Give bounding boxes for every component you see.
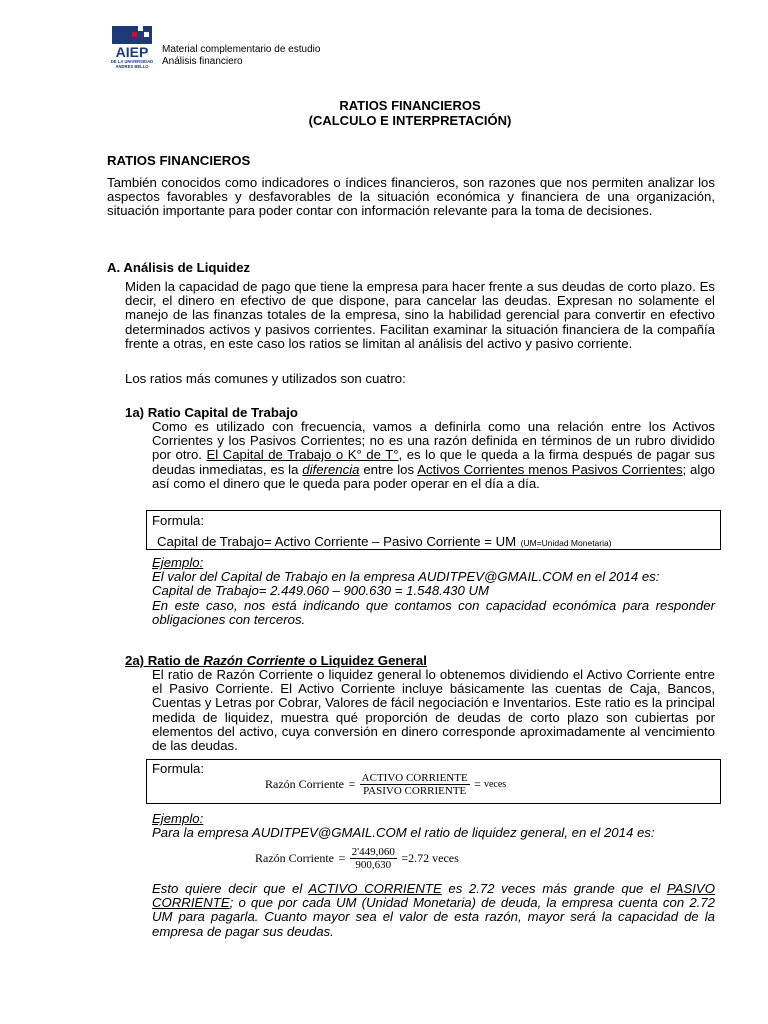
doc-subtitle: (CALCULO E INTERPRETACIÓN) bbox=[308, 113, 512, 128]
capital-trabajo-formula: Capital de Trabajo= Activo Corriente – Pasivo Corriente = UM (UM=Unidad Monetaria) bbox=[157, 534, 612, 549]
ratio-2-example bbox=[152, 812, 715, 840]
logo-subtext: DE LA UNIVERSIDAD ANDRES BELLO bbox=[110, 59, 154, 69]
ratio-1-heading: 1a) Ratio Capital de Trabajo bbox=[125, 405, 298, 420]
formula-note: (UM=Unidad Monetaria) bbox=[520, 538, 612, 548]
fraction: $\frac{2'449,060}{900,630}$ bbox=[351, 846, 395, 871]
example-line-1: Para la empresa AUDITPEV@GMAIL.COM el ratio de liquidez general, en el 2014 es: bbox=[152, 825, 655, 841]
part-a-heading: A. Análisis de Liquidez bbox=[107, 260, 251, 275]
part-a-paragraph: Miden la capacidad de pago que tiene la empresa para hacer frente a sus deudas de corto plazo. Es decir, el dinero en efectivo de que dispone, para cancelar las deudas. Expresan no solamente el manejo de las finanzas totales de la empresa, sino la habilidad gerencial para convertir en efectivo determinados activos y pasivos corrientes. Facilitan examinar la situación financiera de la compañía frente a otras, en este caso los ratios se limitan al análisis del activo y pasivo corriente. bbox=[125, 279, 715, 351]
ratio-2-interpretation: Esto quiere decir que el ACTIVO CORRIENTE es 2.72 veces más grande que el PASIVO CORRIENTE; o que por cada UM (Unidad Monetaria) de deuda, la empresa cuenta con 2.72 UM para pagarla. Cuanto mayor sea el valor de esta razón, mayor será la capacidad de la empresa de pagar sus deudas. bbox=[152, 881, 715, 939]
example-line-1: El valor del Capital de Trabajo en la empresa AUDITPEV@GMAIL.COM en el 2014 es: bbox=[152, 569, 660, 585]
example-line-2: Capital de Trabajo= 2.449.060 – 900.630 = 1.548.430 UM bbox=[152, 583, 490, 599]
ratio-1-example bbox=[152, 556, 715, 627]
header-line-2: Análisis financiero bbox=[162, 56, 243, 67]
ratio-1-paragraph: Como es utilizado con frecuencia, vamos a definirla como una relación entre los Activos Corrientes y los Pasivos Corrientes; no es una razón definida en términos de un rubro dividido por otro. El Capital de Trabajo o K° de T°, es lo que le queda a la firma después de pagar sus deudas inmediatas, es la diferencia entre los Activos Corrientes menos Pasivos Corrientes; algo así como el dinero que le queda para poder operar en el día a día. bbox=[152, 419, 715, 491]
section-heading: RATIOS FINANCIEROS bbox=[107, 153, 251, 168]
example-heading: Ejemplo: bbox=[152, 555, 204, 570]
example-line-3: En este caso, nos está indicando que contamos con capacidad económica para responder obligaciones con terceros. bbox=[152, 597, 715, 627]
fraction: $\frac{\text{ACTIVO CORRIENTE}}{\text{PASIVO CORRIENTE}}$ bbox=[361, 772, 468, 797]
ratio-2-paragraph: El ratio de Razón Corriente o liquidez general lo obtenemos dividiendo el Activo Corriente entre el Pasivo Corriente. El Activo Corriente incluye básicamente las cuentas de Caja, Bancos, Cuentas y Letras por Cobrar, Valores de fácil negociación e Inventarios. Este ratio es la principal medida de liquidez, muestra qué proporción de deudas de corto plazo son cubiertas por elementos del activo, cuya conversión en dinero corresponde aproximadamente al vencimiento de las deudas. bbox=[152, 667, 715, 754]
header-text bbox=[162, 44, 320, 68]
ratio-2-formula-box bbox=[146, 759, 721, 804]
header-line-1: Material complementario de estudio bbox=[162, 44, 321, 55]
ratio-1-formula-box bbox=[146, 510, 721, 550]
razon-corriente-formula: Razón Corriente = $\frac{\text{ACTIVO CORRIENTE}}{\text{PASIVO CORRIENTE}}$ = veces bbox=[265, 772, 507, 797]
formula-label: Formula: bbox=[152, 761, 205, 776]
doc-title: RATIOS FINANCIEROS bbox=[339, 98, 481, 113]
ratio-2-heading: 2a) Ratio de Razón Corriente o Liquidez General bbox=[125, 653, 427, 668]
example-equation: Razón Corriente = $\frac{2'449,060}{900,630}$ =2.72 veces bbox=[255, 846, 459, 871]
part-a-intro-ratios: Los ratios más comunes y utilizados son cuatro: bbox=[125, 371, 406, 386]
formula-label: Formula: bbox=[152, 513, 205, 528]
logo-text: AIEP bbox=[115, 44, 149, 60]
example-heading: Ejemplo: bbox=[152, 811, 204, 826]
intro-paragraph: También conocidos como indicadores o índices financieros, son razones que nos permiten analizar los aspectos favorables y desfavorables de la situación económica y financiera de una organización, situación importante para poder contar con información relevante para la toma de decisiones. bbox=[107, 175, 715, 219]
